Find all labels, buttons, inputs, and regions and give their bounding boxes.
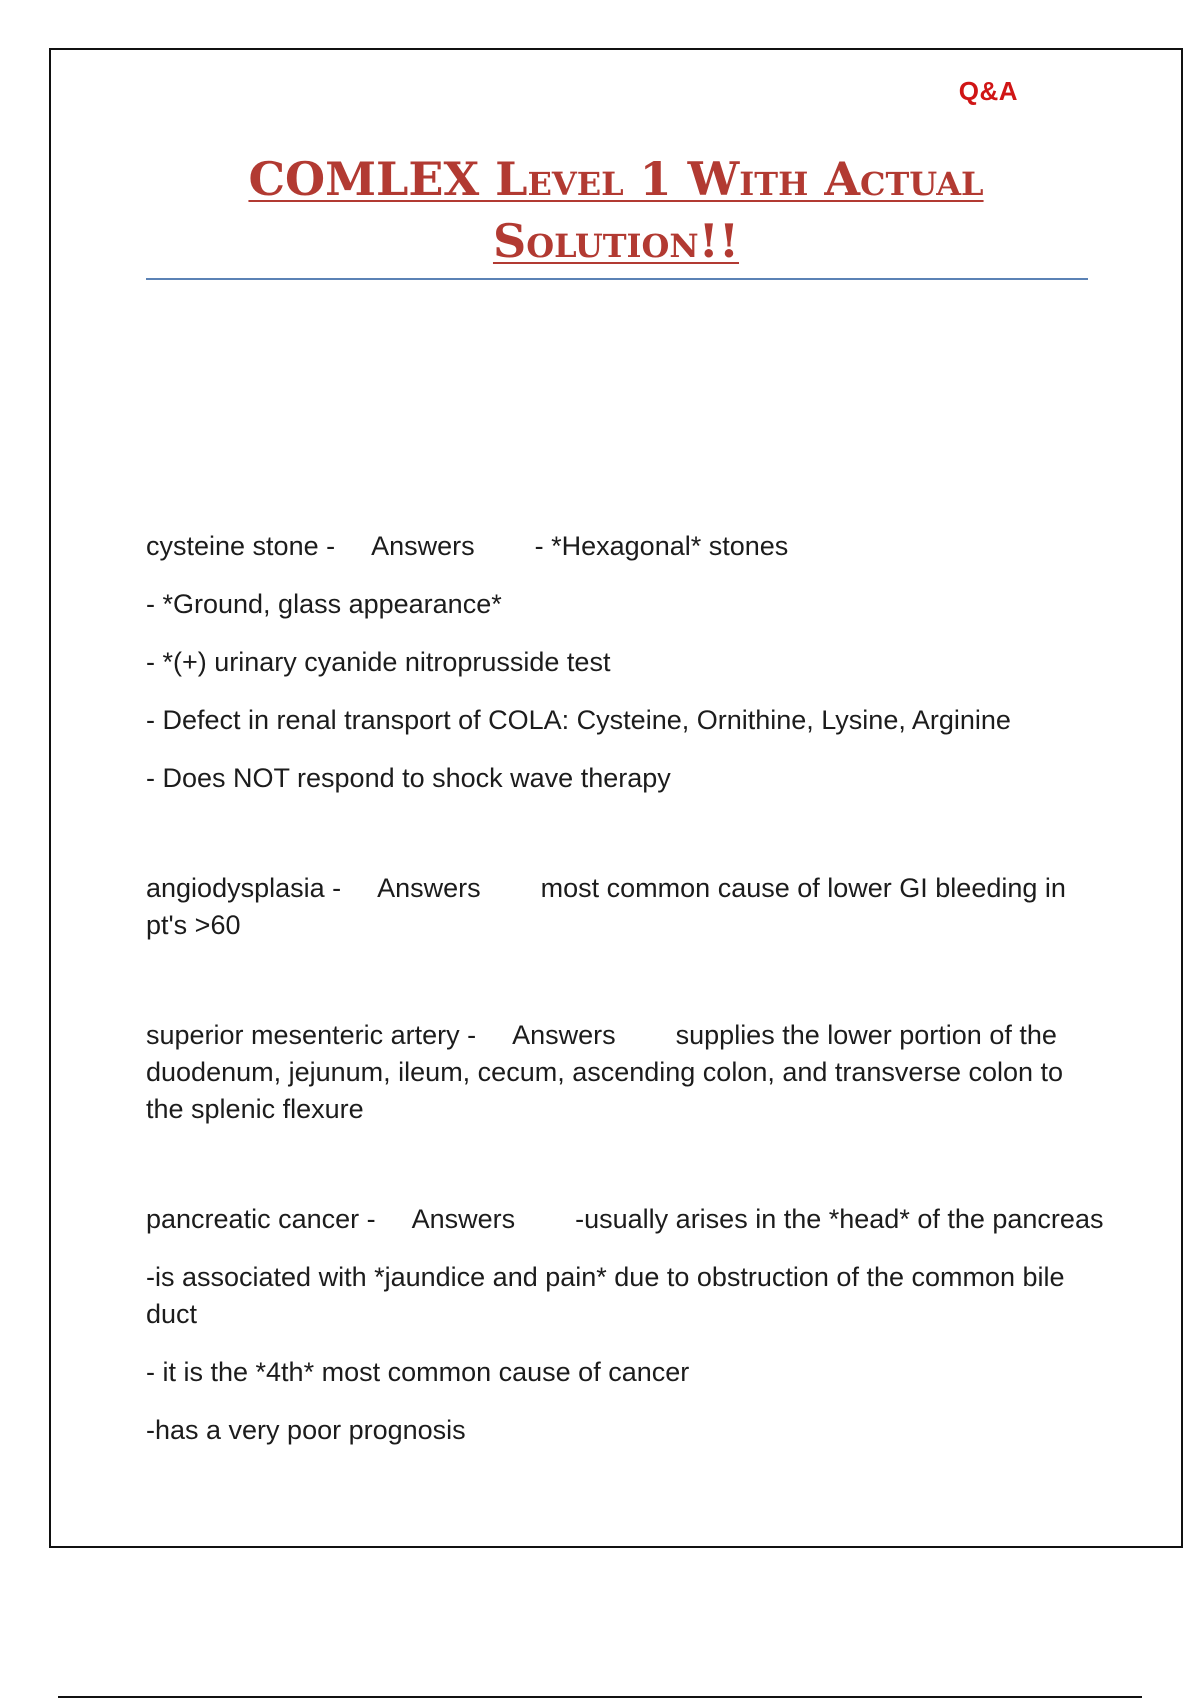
entry-answer: -usually arises in the *head* of the pancreas (575, 1204, 1104, 1234)
entry-bullet: - *Ground, glass appearance* (146, 589, 502, 619)
entry-bullet: - *(+) urinary cyanide nitroprusside test (146, 647, 611, 677)
entry-bullet: -has a very poor prognosis (146, 1415, 466, 1445)
entry-term: angiodysplasia - (146, 873, 342, 903)
answers-label: Answers (371, 531, 475, 561)
title-line-1: COMLEX Level 1 With Actual (248, 152, 984, 206)
entry-answer: - *Hexagonal* stones (534, 531, 789, 561)
qa-entry (146, 528, 1106, 797)
qa-content (146, 528, 1106, 1470)
entry-bullet: - Defect in renal transport of COLA: Cysteine, Ornithine, Lysine, Arginine (146, 705, 1011, 735)
document-title (146, 148, 1086, 272)
entry-term: pancreatic cancer - (146, 1204, 376, 1234)
entry-first-line (146, 528, 1106, 565)
entry-term: superior mesenteric artery - (146, 1020, 477, 1050)
entry-first-line (146, 1017, 1106, 1128)
entry-first-line (146, 870, 1106, 944)
qa-tag: Q&A (958, 76, 1018, 106)
answers-label: Answers (377, 873, 481, 903)
title-divider (146, 278, 1088, 280)
qa-entry (146, 1017, 1106, 1128)
answers-label: Answers (411, 1204, 516, 1234)
footer-divider (58, 1696, 1142, 1698)
qa-entry (146, 1201, 1106, 1449)
qa-entry (146, 870, 1106, 944)
entry-bullet: - it is the *4th* most common cause of cancer (146, 1357, 690, 1387)
entry-term: cysteine stone - (146, 531, 336, 561)
entry-first-line (146, 1201, 1106, 1238)
title-line-2: Solution!! (492, 214, 740, 268)
answers-label: Answers (512, 1020, 616, 1050)
entry-bullet: -is associated with *jaundice and pain* due to obstruction of the common bile duct (146, 1262, 1065, 1329)
document-page (49, 48, 1183, 1548)
entry-answer: supplies the lower portion of the duodenum, jejunum, ileum, cecum, ascending colon, and transverse colon to the splenic flexure (146, 1020, 1064, 1124)
entry-answer: most common cause of lower GI bleeding in pt's >60 (146, 873, 1066, 940)
entry-bullet: - Does NOT respond to shock wave therapy (146, 763, 671, 793)
